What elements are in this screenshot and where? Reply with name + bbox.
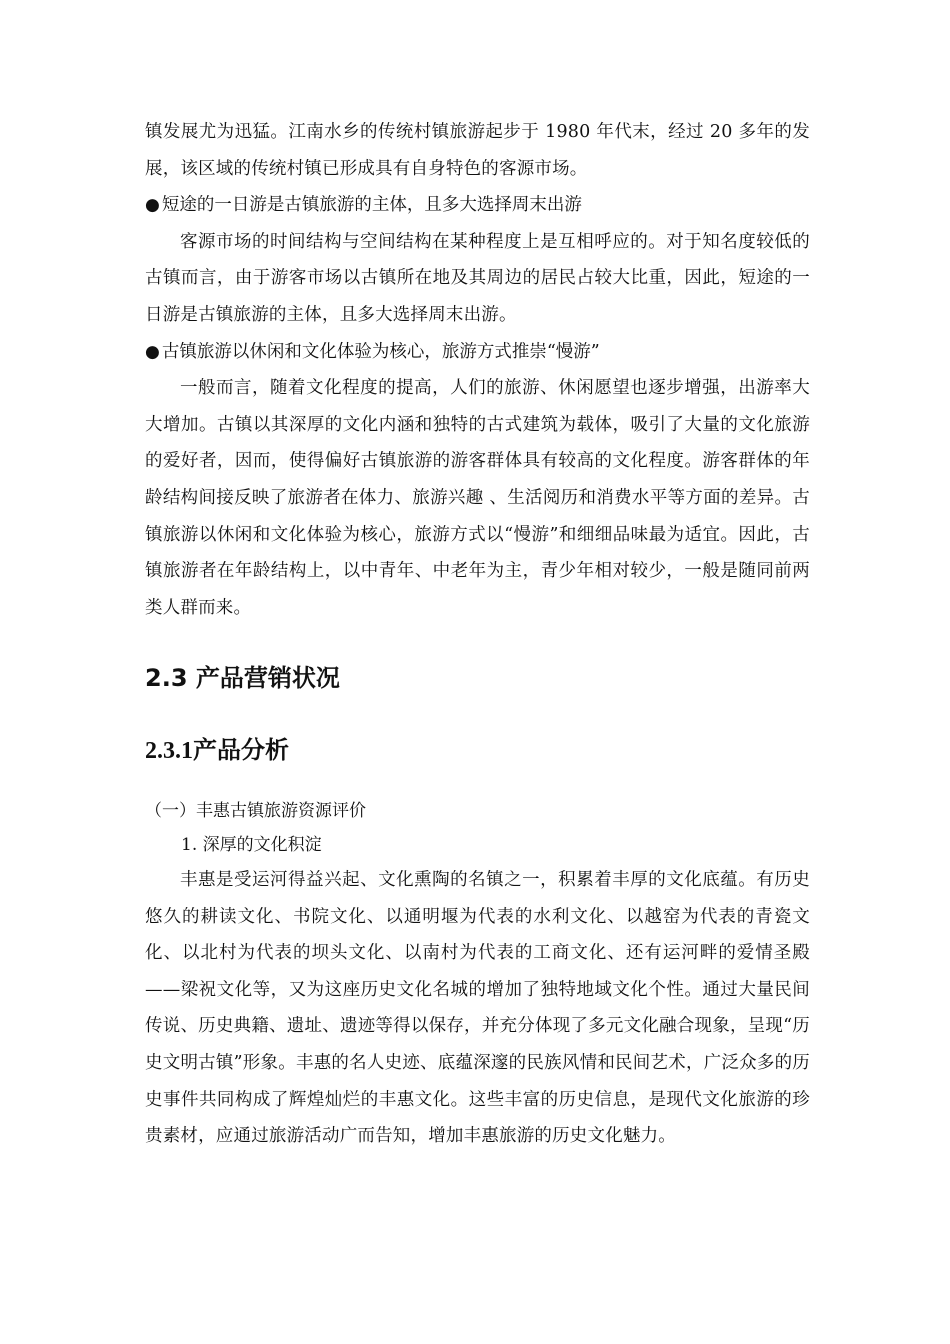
bullet-heading-slow-travel	[145, 334, 810, 371]
paragraph-market-structure: 客源市场的时间结构与空间结构在某种程度上是互相呼应的。对于知名度较低的古镇而言，由于游客市场以古镇所在地及其周边的居民占较大比重，因此，短途的一日游是古镇旅游的主体，且多大选择周末出游。	[145, 231, 810, 325]
subsection-heading	[145, 730, 289, 765]
section-heading: 2.3 产品营销状况	[145, 664, 340, 692]
paragraph-fenghui-culture: 丰惠是受运河得益兴起、文化熏陶的名镇之一，积累着丰厚的文化底蕴。有历史悠久的耕读文化、书院文化、以通明堰为代表的水利文化、以越窑为代表的青瓷文化、以北村为代表的坝头文化、以南村为代表的工商文化、还有运河畔的爱情圣殿——梁祝文化等，又为这座历史文化名城的增加了独特地域文化个性。通过大量民间传说、历史典籍、遗址、遗迹等得以保存，并充分体现了多元文化融合现象，呈现“历史文明古镇”形象。丰惠的名人史迹、底蕴深邃的民族风情和民间艺术，广泛众多的历史事件共同构成了辉煌灿烂的丰惠文化。这些丰富的历史信息，是现代文化旅游的珍贵素材，应通过旅游活动广而告知，增加丰惠旅游的历史文化魅力。	[145, 870, 810, 1147]
subsection-number: 2.3.1	[145, 738, 193, 764]
cultural-heritage-heading: 1. 深厚的文化积淀	[181, 835, 322, 855]
bullet-text: 短途的一日游是古镇旅游的主体，且多大选择周末出游	[161, 195, 582, 216]
resource-evaluation-heading: （一）丰惠古镇旅游资源评价	[145, 801, 366, 821]
subsection-title: 产品分析	[193, 735, 289, 764]
lower-text-block	[145, 862, 810, 1155]
upper-text-block	[145, 114, 810, 626]
paragraph-intro: 镇发展尤为迅猛。江南水乡的传统村镇旅游起步于 1980 年代末，经过 20 多年的发展，该区域的传统村镇已形成具有自身特色的客源市场。	[145, 122, 810, 179]
bullet-icon: ●	[145, 195, 160, 216]
bullet-text: 古镇旅游以休闲和文化体验为核心，旅游方式推崇“慢游”	[161, 341, 600, 362]
paragraph-culture-level: 一般而言，随着文化程度的提高，人们的旅游、休闲愿望也逐步增强，出游率大大增加。古镇以其深厚的文化内涵和独特的古式建筑为载体，吸引了大量的文化旅游的爱好者，因而，使得偏好古镇旅游的游客群体具有较高的文化程度。游客群体的年龄结构间接反映了旅游者在体力、旅游兴趣 、生活阅历和消费水平等方面的差异。古镇旅游以休闲和文化体验为核心，旅游方式以“慢游”和细细品味最为适宜。因此，古镇旅游者在年龄结构上，以中青年、中老年为主，青少年相对较少，一般是随同前两类人群而来。	[145, 378, 810, 618]
bullet-heading-day-trip	[145, 187, 810, 224]
bullet-icon: ●	[145, 341, 160, 362]
